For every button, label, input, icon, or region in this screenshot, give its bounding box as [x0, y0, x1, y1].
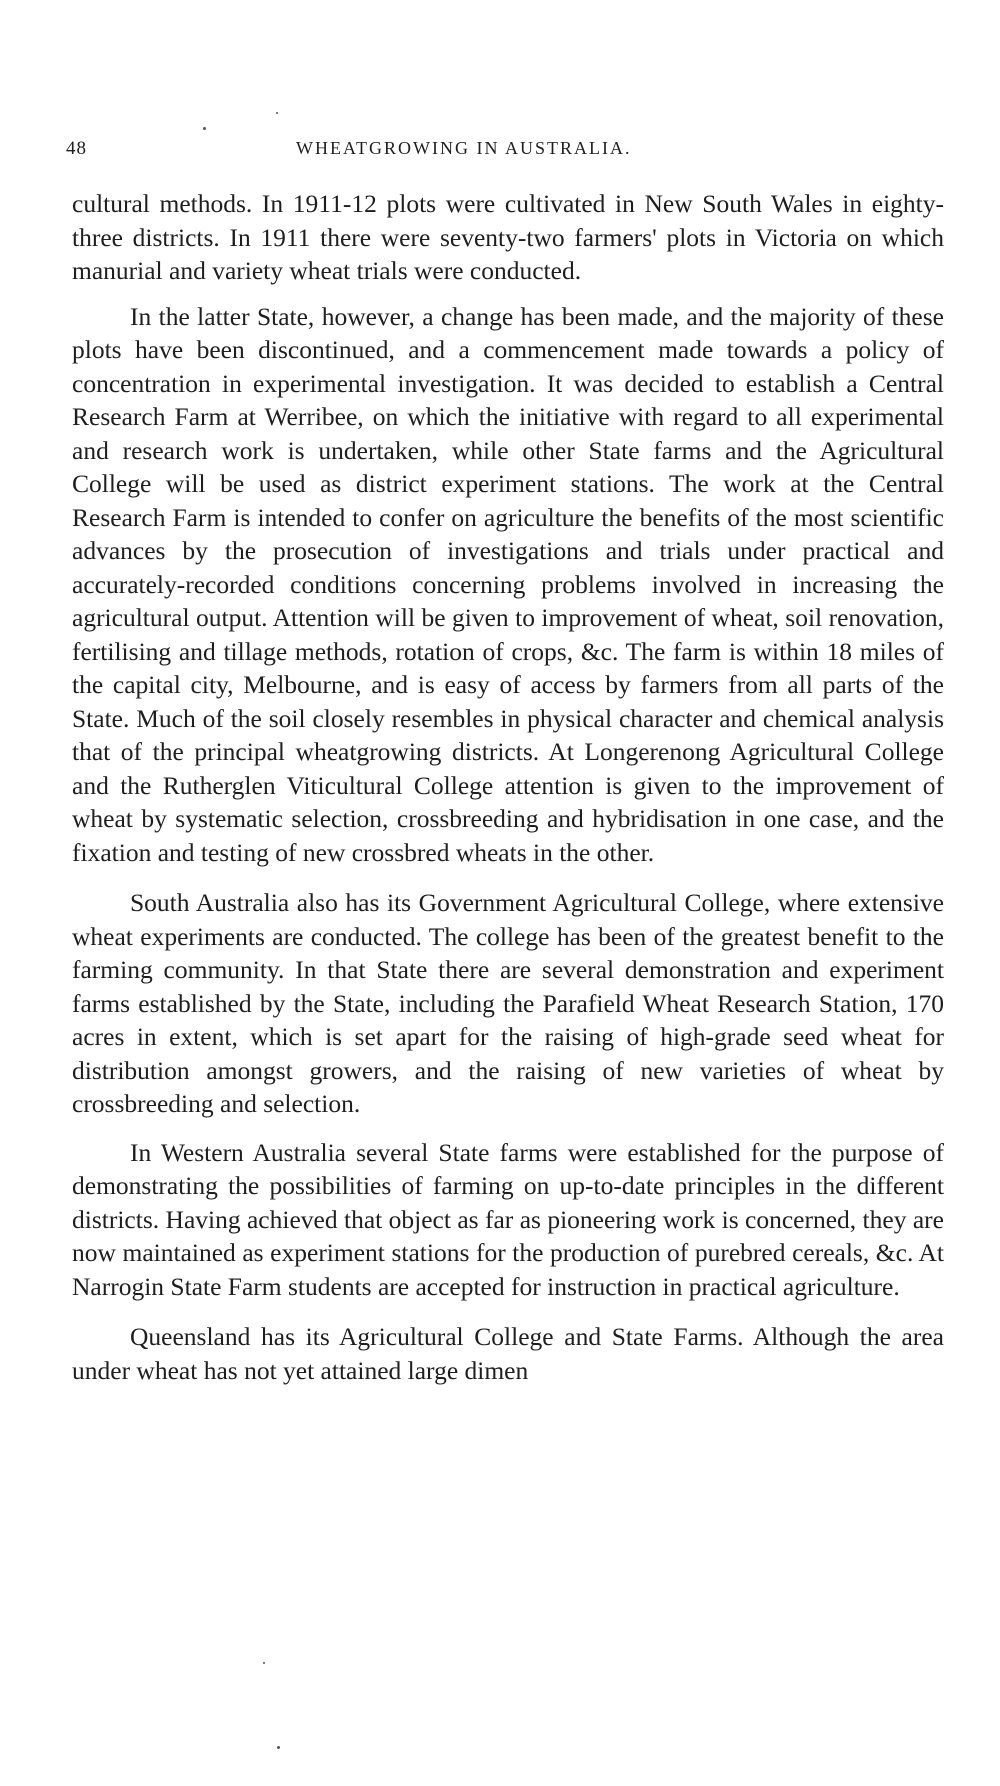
paragraph-western-australia: In Western Australia several State farms were established for the purpose of demonstrating the possibilities of farming on up-to-date principles in the different districts. Having achieved that object as far as pioneering work is concerned, they are now maintained as experiment stations for the production of purebred cereals, &c. At Narrogin State Farm students are accepted for instruction in practical agriculture.	[72, 1137, 944, 1301]
body-text	[72, 187, 944, 1387]
paragraph-queensland: Queensland has its Agricultural College and State Farms. Although the area under wheat has not yet attained large dimen	[72, 1322, 944, 1385]
running-head: WHEATGROWING IN AUSTRALIA.	[296, 138, 632, 158]
print-speck	[276, 112, 278, 114]
print-speck	[263, 1662, 265, 1664]
page-header	[66, 138, 944, 168]
print-speck	[277, 1746, 280, 1749]
paragraph-south-australia: South Australia also has its Government Agricultural College, where extensive wheat experiments are conducted. The college has been of the greatest benefit to the farming community. In that State there are several demonstration and experiment farms established by the State, including the Parafield Wheat Research Station, 170 acres in extent, which is set apart for the raising of high-grade seed wheat for distribution amongst growers, and the raising of new varieties of wheat by crossbreeding and selection.	[72, 888, 944, 1118]
print-speck	[203, 127, 206, 130]
paragraph-victoria: In the latter State, however, a change has been made, and the majority of these plots have been discontinued, and a commencement made towards a policy of concentration in experimental investigation. It was decided to establish a Central Research Farm at Werribee, on which the initiative with regard to all experimental and research work is undertaken, while other State farms and the Agricultural College will be used as district experiment stations. The work at the Central Research Farm is intended to confer on agriculture the benefits of the most scientific advances by the prosecution of investigations and trials under practical and accurately-recorded conditions concerning problems involved in increasing the agricultural output. Attention will be given to improvement of wheat, soil renovation, fertilising and tillage methods, rotation of crops, &c. The farm is within 18 miles of the capital city, Melbourne, and is easy of access by farmers from all parts of the State. Much of the soil closely resembles in physical character and chemical analysis that of the principal wheatgrowing districts. At Longerenong Agricultural College and the Rutherglen Viticultural College attention is given to the improvement of wheat by systematic selection, crossbreeding and hybridisation in one case, and the fixation and testing of new crossbred wheats in the other.	[72, 301, 944, 867]
page-number: 48	[66, 138, 87, 159]
paragraph-continuation: cultural methods. In 1911-12 plots were cultivated in New South Wales in eighty-three districts. In 1911 there were seventy-two farmers' plots in Victoria on which manurial and variety wheat trials were conducted.	[72, 189, 944, 285]
